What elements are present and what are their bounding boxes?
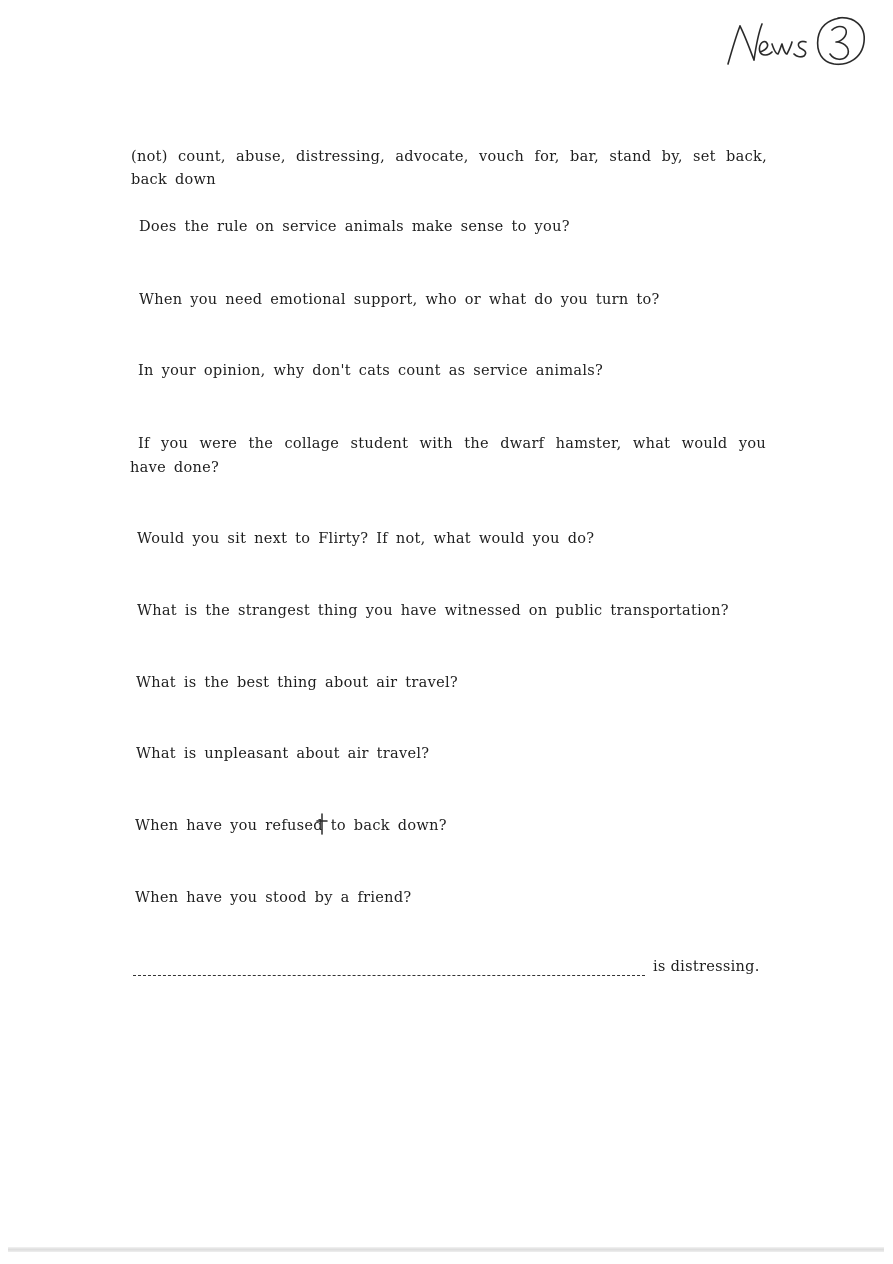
question-dwarf-hamster: If you were the collage student with the dwarf hamster, what would you have done? [130,436,766,476]
fill-in-blank-line[interactable] [133,975,645,976]
question-emotional-support: When you need emotional support, who or what do you turn to? [139,292,660,308]
question-best-air-travel: What is the best thing about air travel? [136,675,458,691]
vocabulary-list: (not) count, abuse, distressing, advocate, vouch for, bar, stand by, set back, back down [131,149,767,188]
question-sit-next-to-flirty: Would you sit next to Flirty? If not, what would you do? [137,531,595,547]
question-service-animals-rule: Does the rule on service animals make sense to you? [139,219,570,235]
question-strangest-thing: What is the strangest thing you have witnessed on public transportation? [137,603,729,619]
question-refused-back-down: When have you refused to back down? [135,818,447,834]
fill-in-suffix: is distressing. [653,959,760,975]
question-cats-service-animals: In your opinion, why don't cats count as service animals? [138,363,604,379]
handwritten-news-3-label [720,12,870,74]
scan-edge-line [8,1247,884,1252]
fill-in-blank-row [133,958,773,986]
question-stood-by-friend: When have you stood by a friend? [135,890,412,906]
pen-mark [316,813,328,835]
question-unpleasant-air-travel: What is unpleasant about air travel? [136,746,430,762]
